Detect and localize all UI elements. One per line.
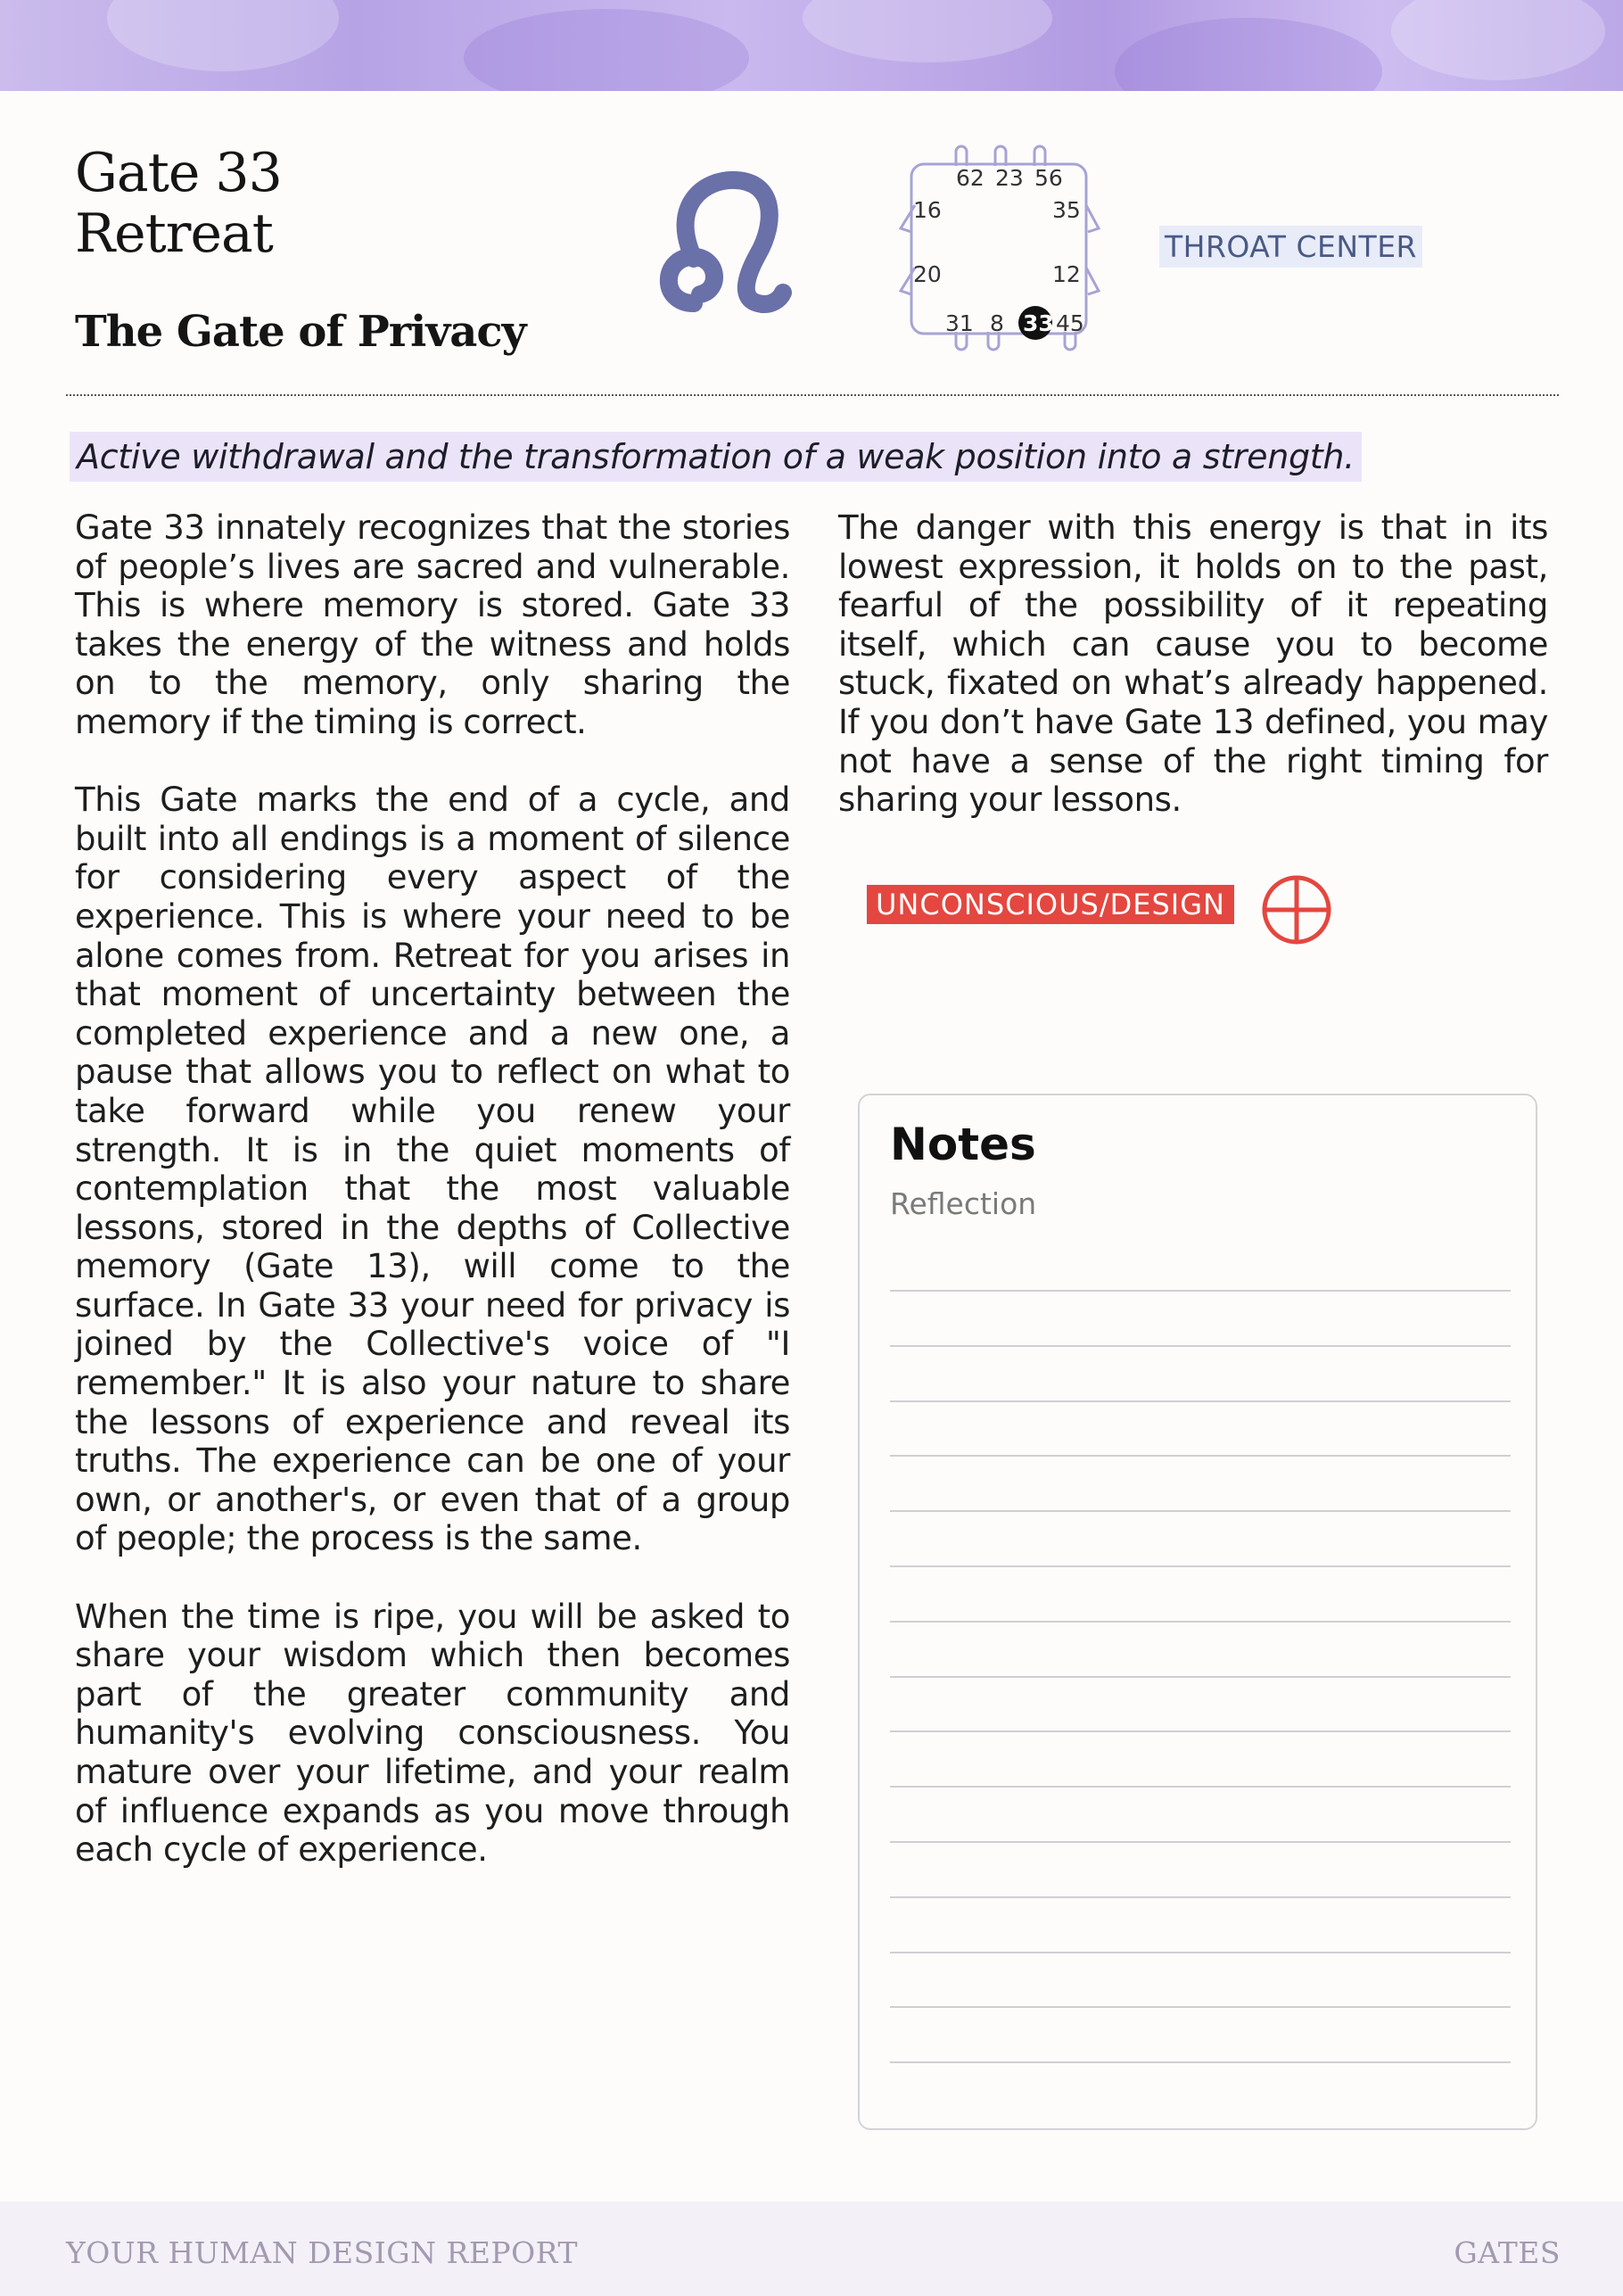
description-paragraph: Gate 33 innately recognizes that the stories of people’s lives are sacred and vulnerable. This is where memory is stored. Gate 33 takes the energy of the witness and holds on to the memory, only sharing the memory if the timing is correct. — [75, 508, 790, 741]
notes-writing-line[interactable] — [890, 1400, 1511, 1402]
gate-number-label: 8 — [990, 310, 1004, 336]
gate-title-block — [75, 143, 282, 264]
notes-writing-line[interactable] — [890, 1676, 1511, 1678]
gate-number-label: 20 — [913, 261, 942, 287]
notes-title: Notes — [890, 1119, 1036, 1170]
description-right-column — [838, 508, 1548, 858]
description-left-column — [75, 508, 790, 1908]
gate-number-label: 45 — [1056, 310, 1084, 336]
notes-writing-line[interactable] — [890, 1345, 1511, 1347]
notes-writing-line[interactable] — [890, 1290, 1511, 1292]
description-paragraph: The danger with this energy is that in its lowest expression, it holds on to the past, fearful of the possibility of it repeating itself, which can cause you to become stuck, fixated on what’s already happened. If you don’t have Gate 13 defined, you may not have a sense of the right timing for sharing your lessons. — [838, 508, 1548, 820]
leo-icon — [651, 169, 794, 330]
notes-writing-line[interactable] — [890, 1730, 1511, 1732]
notes-writing-line[interactable] — [890, 1565, 1511, 1567]
gate-number-label: 35 — [1052, 197, 1081, 223]
notes-writing-line[interactable] — [890, 1896, 1511, 1898]
gate-number-label: 16 — [913, 197, 942, 223]
description-paragraph: This Gate marks the end of a cycle, and built into all endings is a moment of silence for considering every aspect of the experience. This is where your need to be alone comes from. Retreat for you arises in that moment of uncertainty between the completed experience and a new one, a pause that allows you to reflect on what to take forward while you renew your strength. It is in the quiet moments of contemplation that the most valuable lessons, stored in the depths of Collective memory (Gate 13), will come to the surface. In Gate 33 your need for privacy is joined by the Collective's voice of "I remember." It is also your nature to share the lessons of experience and reveal its truths. The experience can be one of your own, or another's, or even that of a group of people; the process is the same. — [75, 780, 790, 1558]
header-watercolor-band — [0, 0, 1623, 91]
gate-number-label: 56 — [1034, 165, 1063, 191]
notes-writing-line[interactable] — [890, 1621, 1511, 1623]
notes-writing-line[interactable] — [890, 1841, 1511, 1843]
center-label: THROAT CENTER — [1159, 226, 1422, 268]
footer-report-title: YOUR HUMAN DESIGN REPORT — [66, 2235, 578, 2270]
notes-subtitle: Reflection — [890, 1186, 1037, 1221]
gate-name: Retreat — [75, 202, 273, 265]
activation-badge: UNCONSCIOUS/DESIGN — [867, 885, 1234, 924]
gate-number-label: 12 — [1052, 261, 1081, 287]
throat-center-diagram — [888, 143, 1120, 357]
active-gate-label: 33 — [1023, 310, 1054, 336]
gate-subtitle: The Gate of Privacy — [75, 307, 526, 357]
gate-tagline: Active withdrawal and the transformation of a weak position into a strength. — [70, 432, 1362, 482]
gate-number-label: 23 — [995, 165, 1024, 191]
notes-writing-line[interactable] — [890, 1455, 1511, 1457]
footer-section-name: GATES — [1454, 2235, 1561, 2270]
gate-number: Gate 33 — [75, 142, 282, 204]
notes-writing-line[interactable] — [890, 1510, 1511, 1512]
earth-symbol-icon — [1259, 872, 1334, 947]
description-paragraph: When the time is ripe, you will be asked to share your wisdom which then becomes part of the greater community and humanity's evolving consciousness. You mature over your lifetime, and your realm of influence expands as you move through each cycle of experience. — [75, 1597, 790, 1870]
page-footer — [0, 2201, 1623, 2296]
notes-writing-line[interactable] — [890, 2006, 1511, 2008]
gate-number-label: 31 — [945, 310, 974, 336]
notes-panel — [858, 1094, 1537, 2130]
notes-writing-line[interactable] — [890, 2061, 1511, 2063]
notes-writing-line[interactable] — [890, 1952, 1511, 1953]
gate-number-label: 62 — [956, 165, 985, 191]
notes-writing-line[interactable] — [890, 1786, 1511, 1788]
section-divider — [66, 394, 1559, 396]
